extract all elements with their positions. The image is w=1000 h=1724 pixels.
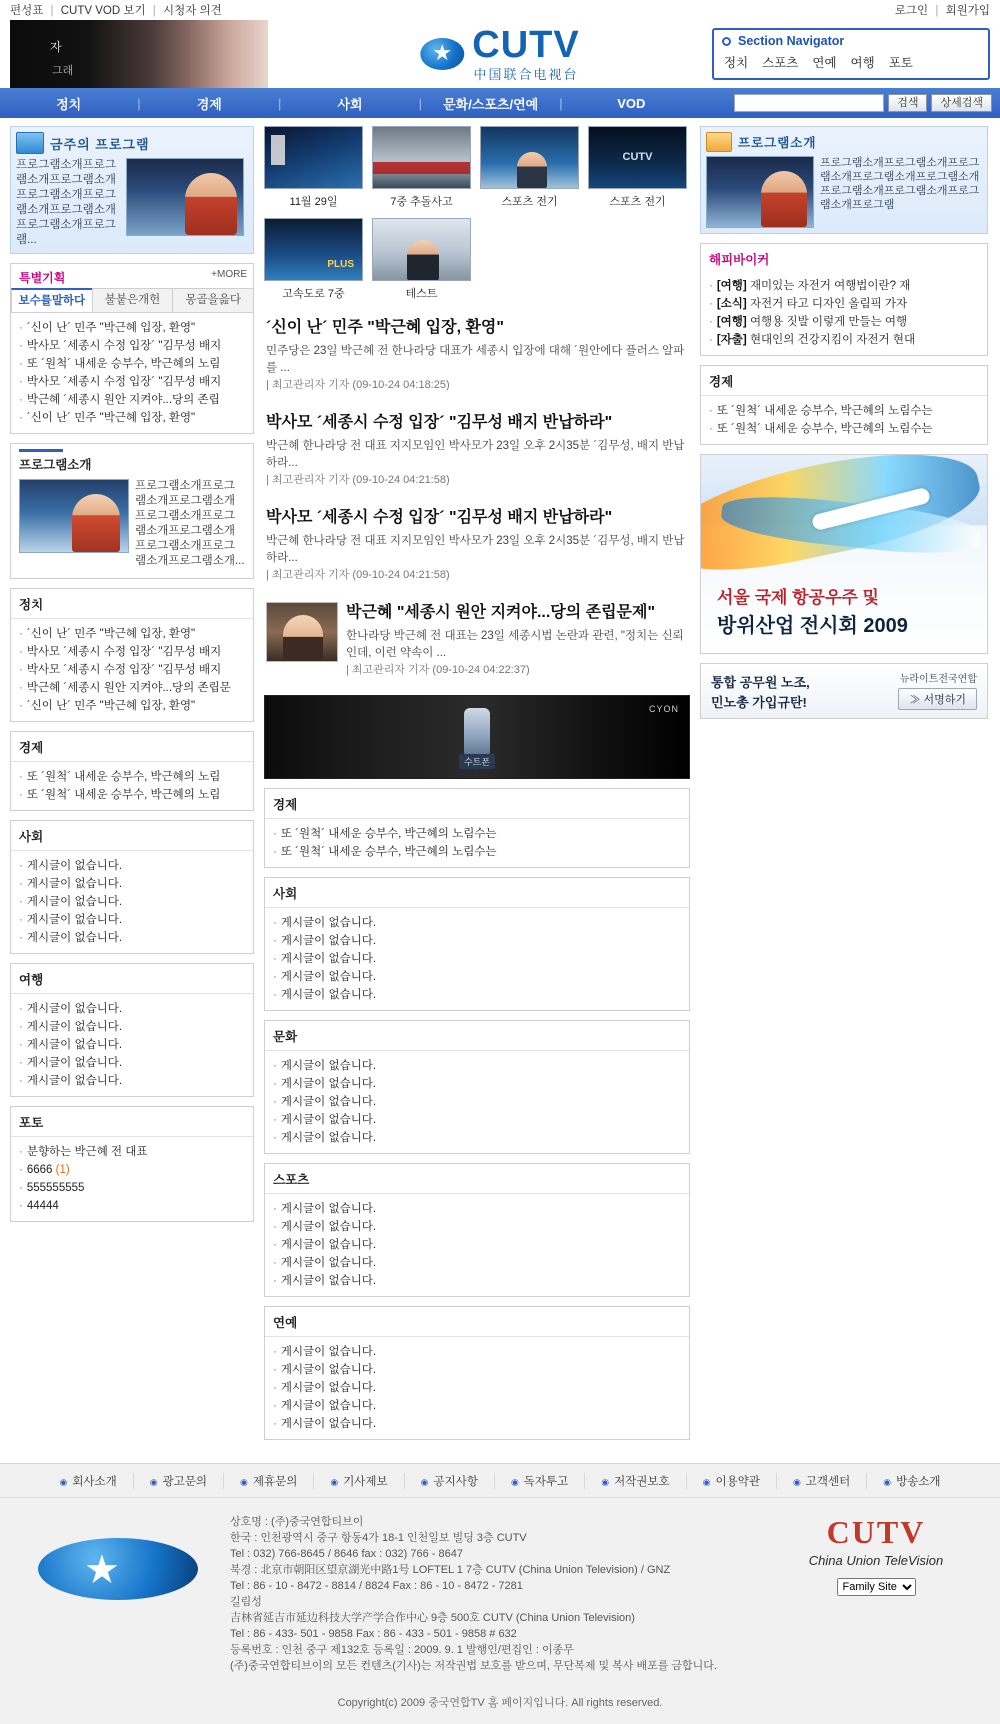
copyright-text: Copyright(c) 2009 중국연합TV 홈 페이지입니다. All rights reserved. <box>337 1697 663 1709</box>
footer-link-about[interactable]: ◉ 회사소개 <box>43 1473 132 1489</box>
section-nav-entertainment[interactable]: 연예 <box>812 56 837 70</box>
ad-line-1: 서울 국제 항공우주 및 <box>717 588 879 607</box>
logo-main-text: CUTV <box>472 23 580 66</box>
list-item[interactable]: · 게시글이 없습니다. <box>273 1415 681 1433</box>
left-section-economy <box>10 731 254 811</box>
item-tag: [여행] <box>716 316 747 328</box>
section-navigator-title-text: Section Navigator <box>738 34 845 48</box>
video-item[interactable] <box>264 126 363 209</box>
news-thumbnail[interactable] <box>266 602 338 662</box>
comment-count: (1) <box>55 1164 70 1176</box>
program-intro-promo-title-row <box>706 132 982 152</box>
divider: | <box>137 95 141 111</box>
footer-info-line: 북경 : 北京市朝阳区望京湖光中路1号 LOFTEL 1 7층 CUTV (China Union Television) / GNZ <box>230 1564 671 1576</box>
program-intro-header <box>11 444 253 473</box>
footer-info-line: 한국 : 인천광역시 중구 항동4가 18-1 인천일보 빌딩 3층 CUTV <box>230 1532 527 1544</box>
list-item[interactable]: · 박사모 ´세종시 수정 입장´ "김무성 배지 <box>19 643 245 661</box>
list-item[interactable]: · 게시글이 없습니다. <box>19 857 245 875</box>
tab-constitution[interactable]: 불붙은개헌 <box>92 288 174 312</box>
list-item[interactable]: · 박사모 ´세종시 수정 입장´ "김무성 배지 <box>19 661 245 679</box>
divider: | <box>418 95 423 111</box>
family-site-select[interactable] <box>837 1578 916 1596</box>
list-item[interactable]: · 게시글이 없습니다. <box>273 1057 681 1075</box>
photo-list <box>11 1137 253 1221</box>
list-item[interactable]: · 게시글이 없습니다. <box>273 1218 681 1236</box>
login-link[interactable]: 로그인 <box>894 5 929 17</box>
list-item[interactable]: · 게시글이 없습니다. <box>273 1343 681 1361</box>
utility-bar-left <box>10 2 222 18</box>
list-item[interactable]: · 또 ´원척´ 내세운 승부수, 박근혜의 노림수는 <box>273 843 681 861</box>
special-feature-list <box>11 313 253 433</box>
ad-line-1: 통합 공무원 노조, <box>711 675 810 690</box>
site-logo[interactable] <box>420 23 580 83</box>
video-caption: 11월 29일 <box>289 196 338 208</box>
tab-conservatism[interactable]: 보수를말하다 <box>11 288 93 312</box>
news-headline[interactable]: ´신이 난´ 민주 "박근혜 입장, 환영" <box>266 319 504 336</box>
footer-link-broadcast-intro[interactable]: ◉ 방송소개 <box>866 1473 956 1489</box>
video-thumbnail[interactable] <box>480 126 579 189</box>
list-item[interactable]: · 게시글이 없습니다. <box>19 911 245 929</box>
utility-link-vod[interactable]: CUTV VOD 보기 <box>60 5 146 17</box>
center-section-economy <box>264 788 690 868</box>
left-section-society <box>10 820 254 954</box>
happy-biker-title: 해피바이커 <box>709 253 770 267</box>
list-item[interactable] <box>709 331 979 349</box>
list-item[interactable]: · 또 ´원척´ 내세운 승부수, 박근혜의 노림수는 <box>709 420 979 438</box>
video-thumbnail[interactable] <box>372 126 471 189</box>
weekly-program-body <box>16 158 248 248</box>
program-intro-box <box>10 443 254 579</box>
list-item[interactable] <box>19 1179 245 1197</box>
list-item[interactable]: · 게시글이 없습니다. <box>19 875 245 893</box>
section-navigator-title <box>722 34 980 48</box>
video-item[interactable] <box>588 126 687 209</box>
footer-brand-subtitle: China Union TeleVision <box>808 1553 944 1568</box>
left-column <box>10 126 254 1231</box>
news-article[interactable] <box>264 309 690 404</box>
nav-item-society[interactable]: 사회 <box>337 96 363 112</box>
item-tag: [여행] <box>716 280 747 292</box>
list-item[interactable]: · 게시글이 없습니다. <box>19 929 245 947</box>
header-banner-photo <box>10 20 268 88</box>
list-item[interactable]: · 게시글이 없습니다. <box>273 986 681 1004</box>
tab-mongolia[interactable]: 몽골을읊다 <box>172 288 254 312</box>
list-item[interactable]: · 게시글이 없습니다. <box>273 1397 681 1415</box>
video-caption: 고속도로 7중 <box>282 288 345 300</box>
list-item[interactable]: · 게시글이 없습니다. <box>273 1236 681 1254</box>
photo-item-text: 6666 <box>26 1164 53 1176</box>
news-summary: 박근혜 한나라당 전 대표 지지모임인 박사모가 23일 오후 2시35분 ´김무성, 배지 반납하라... <box>266 440 685 469</box>
video-caption: 스포츠 전기 <box>501 196 558 208</box>
list-item[interactable] <box>709 313 979 331</box>
divider: | <box>50 5 54 17</box>
site-footer <box>0 1463 1000 1724</box>
program-intro-promo-thumbnail[interactable] <box>706 156 814 228</box>
aerospace-expo-ad[interactable] <box>700 454 988 654</box>
list-item[interactable]: · 게시글이 없습니다. <box>273 1111 681 1129</box>
list-item[interactable]: · ´신이 난´ 민주 "박근혜 입장, 환영" <box>19 319 245 337</box>
section-nav-sports[interactable]: 스포츠 <box>762 56 799 70</box>
list-item[interactable]: · 게시글이 없습니다. <box>273 1272 681 1290</box>
footer-logo <box>24 1514 214 1614</box>
item-tag: [자출] <box>716 334 747 346</box>
right-section-economy <box>700 365 988 445</box>
section-nav-politics[interactable]: 정치 <box>724 56 749 70</box>
list-item[interactable]: · 또 ´원척´ 내세운 승부수, 박근혜의 노림 <box>19 786 245 804</box>
utility-bar-right <box>895 2 990 18</box>
list-item[interactable]: · 게시글이 없습니다. <box>273 1075 681 1093</box>
news-headline[interactable]: 박사모 ´세종시 수정 입장´ "김무성 배지 반납하라" <box>266 509 613 526</box>
section-title: 문화 <box>265 1021 689 1051</box>
left-section-photo <box>10 1106 254 1222</box>
program-intro-title: 프로그램소개 <box>19 458 92 472</box>
news-article[interactable] <box>264 404 690 499</box>
video-item[interactable] <box>372 126 471 209</box>
news-article[interactable] <box>264 594 690 689</box>
footer-link-customer-center[interactable]: ◉ 고객센터 <box>776 1473 866 1489</box>
section-title: 경제 <box>11 732 253 762</box>
divider: | <box>277 95 282 111</box>
list-item[interactable]: · 게시글이 없습니다. <box>273 1379 681 1397</box>
video-item[interactable] <box>480 126 579 209</box>
nav-item-economy[interactable]: 경제 <box>196 96 222 112</box>
section-list <box>265 819 689 867</box>
section-list <box>265 1051 689 1153</box>
list-item[interactable]: · 게시글이 없습니다. <box>273 1254 681 1272</box>
section-list <box>265 908 689 1010</box>
list-item[interactable]: · 박사모 ´세종시 수정 입장´ "김무성 배지 <box>19 337 245 355</box>
section-navigator-items <box>722 53 980 71</box>
section-list <box>11 762 253 810</box>
section-title: 정치 <box>11 589 253 619</box>
weekly-program-title-row <box>16 132 248 154</box>
section-title: 사회 <box>265 878 689 908</box>
list-item[interactable]: · 게시글이 없습니다. <box>273 1129 681 1147</box>
tv-icon <box>16 132 44 154</box>
utility-link-feedback[interactable]: 시청자 의견 <box>162 5 222 17</box>
section-title: 경제 <box>701 366 987 396</box>
list-item[interactable]: · ´신이 난´ 민주 "박근혜 입장, 환영" <box>19 697 245 715</box>
left-section-travel <box>10 963 254 1097</box>
list-item[interactable]: · 또 ´원척´ 내세운 승부수, 박근혜의 노림 <box>19 768 245 786</box>
footer-link-terms[interactable]: ◉ 이용약관 <box>686 1473 776 1489</box>
nav-item-culture-sports-entertainment[interactable]: 문화/스포츠/연예 <box>443 96 539 112</box>
program-intro-thumbnail[interactable] <box>19 479 129 553</box>
star-logo-icon: ★ <box>84 1548 120 1592</box>
divider: | <box>152 5 156 17</box>
ad-line-2: 방위산업 전시회 2009 <box>717 615 908 637</box>
list-item[interactable]: · 또 ´원척´ 내세운 승부수, 박근혜의 노림수는 <box>273 825 681 843</box>
circle-icon <box>722 37 731 46</box>
page-body <box>0 118 1000 1449</box>
list-item[interactable]: · 게시글이 없습니다. <box>19 1054 245 1072</box>
section-list <box>701 396 987 444</box>
list-item[interactable] <box>709 277 979 295</box>
footer-link-copyright-protection[interactable]: ◉ 저작권보호 <box>584 1473 685 1489</box>
section-list <box>11 994 253 1096</box>
center-section-culture <box>264 1020 690 1154</box>
footer-info-line: Tel : 032) 766-8645 / 8646 fax : 032) 766 - 8647 <box>230 1548 463 1560</box>
section-list <box>11 851 253 953</box>
photo-item-text: 44444 <box>26 1200 59 1212</box>
program-intro-promo[interactable] <box>700 126 988 234</box>
item-text: 현대인의 건강지킴이 자전거 현대 <box>749 334 916 346</box>
weekly-program-text: 프로그램소개프로그램소개프로그램소개프로그램소개프로그램소개프로그램소개프로그램소개프로그램... <box>16 159 116 246</box>
list-item[interactable]: · 게시글이 없습니다. <box>19 893 245 911</box>
left-section-politics <box>10 588 254 722</box>
list-item[interactable] <box>709 295 979 313</box>
main-nav-items <box>0 94 700 113</box>
weekly-program-promo[interactable] <box>10 126 254 254</box>
main-navigation <box>0 88 1000 118</box>
news-summary: 민주당은 23일 박근혜 전 한나라당 대표가 세종시 입장에 대해 ´원안에다 플러스 알파를 ... <box>266 345 685 374</box>
happy-biker-box <box>700 243 988 356</box>
list-item[interactable]: · 또 ´원척´ 내세운 승부수, 박근혜의 노림수는 <box>709 402 979 420</box>
list-item[interactable]: · 박근혜 ´세종시 원안 지켜야...당의 존립문 <box>19 679 245 697</box>
product-image <box>464 708 490 756</box>
center-section-society <box>264 877 690 1011</box>
news-meta: | 최고관리자 기자 (09-10-24 04:21:58) <box>266 569 450 581</box>
footer-company-info <box>230 1514 760 1674</box>
footer-body <box>0 1498 1000 1694</box>
video-item[interactable] <box>372 218 471 301</box>
video-thumbnail-grid <box>264 126 690 301</box>
program-intro-promo-body <box>706 156 982 228</box>
happy-biker-list <box>701 271 987 355</box>
divider: | <box>935 5 939 17</box>
list-item[interactable]: · 게시글이 없습니다. <box>19 1000 245 1018</box>
photo-item-text: 분향하는 박근혜 전 대표 <box>26 1146 148 1158</box>
logo-text <box>472 23 580 83</box>
list-item[interactable] <box>19 1197 245 1215</box>
list-item[interactable]: · 게시글이 없습니다. <box>273 1200 681 1218</box>
list-item[interactable]: · ´신이 난´ 민주 "박근혜 입장, 환영" <box>19 409 245 427</box>
news-summary: 박근혜 한나라당 전 대표 지지모임인 박사모가 23일 오후 2시35분 ´김무성, 배지 반납하라... <box>266 535 685 564</box>
section-list <box>265 1194 689 1296</box>
video-caption: 스포츠 전기 <box>609 196 666 208</box>
photo-item-text: 555555555 <box>26 1182 85 1194</box>
center-ad-banner[interactable] <box>264 695 690 779</box>
section-title: 경제 <box>265 789 689 819</box>
video-caption: 테스트 <box>405 288 438 300</box>
advanced-search-button[interactable]: 상세검색 <box>931 94 992 112</box>
section-navigator <box>712 28 990 80</box>
logo-sub-text: 中国联合电视台 <box>473 66 579 82</box>
search-input[interactable] <box>734 94 884 112</box>
list-item[interactable] <box>19 1143 245 1161</box>
section-title: 사회 <box>11 821 253 851</box>
news-meta: | 최고관리자 기자 (09-10-24 04:21:58) <box>266 474 450 486</box>
list-item[interactable]: · 게시글이 없습니다. <box>19 1036 245 1054</box>
ad-organization: 뉴라이트전국연합 <box>899 674 977 685</box>
center-section-sports <box>264 1163 690 1297</box>
accent-bar <box>19 449 63 452</box>
program-intro-text: 프로그램소개프로그램소개프로그램소개프로그램소개프로그램소개프로그램소개프로그램소개프로그램소개프로그램소개... <box>135 480 245 567</box>
footer-link-reader-submission[interactable]: ◉ 독자투고 <box>494 1473 584 1489</box>
news-headline[interactable]: 박사모 ´세종시 수정 입장´ "김무성 배지 반납하라" <box>266 414 613 431</box>
video-caption: 7중 추돌사고 <box>390 196 453 208</box>
section-title: 스포츠 <box>265 1164 689 1194</box>
item-text: 자전거 타고 디자인 올림픽 가자 <box>749 298 908 310</box>
list-item[interactable]: · 게시글이 없습니다. <box>273 1361 681 1379</box>
news-article[interactable] <box>264 499 690 594</box>
footer-link-partnership[interactable]: ◉ 제휴문의 <box>223 1473 313 1489</box>
footer-info-line: Tel : 86 - 10 - 8472 - 8814 / 8824 Fax : 86 - 10 - 8472 - 7281 <box>230 1580 523 1592</box>
footer-navigation <box>0 1464 1000 1498</box>
product-label: 수트폰 <box>459 754 495 769</box>
film-icon <box>706 132 732 152</box>
search-button[interactable]: 검색 <box>888 94 927 112</box>
section-nav-travel[interactable]: 여행 <box>850 56 875 70</box>
program-intro-promo-text: 프로그램소개프로그램소개프로그램소개프로그램소개프로그램소개프로그램소개프로그램소개프로그램소개프로그램 <box>820 157 980 211</box>
footer-link-advertising[interactable]: ◉ 광고문의 <box>133 1473 223 1489</box>
special-feature-box <box>10 263 254 434</box>
utility-bar <box>0 0 1000 20</box>
search-area <box>734 94 992 112</box>
section-nav-photo[interactable]: 포토 <box>888 56 913 70</box>
header-banner-caption-1: 자 <box>50 40 62 54</box>
list-item[interactable]: · 게시글이 없습니다. <box>273 968 681 986</box>
section-list <box>11 619 253 721</box>
center-section-entertainment <box>264 1306 690 1440</box>
section-title: 연예 <box>265 1307 689 1337</box>
item-text: 재미있는 자전거 여행법이란? 재 <box>749 280 911 292</box>
signup-link[interactable]: 회원가입 <box>945 5 990 17</box>
list-item[interactable]: · 게시글이 없습니다. <box>273 932 681 950</box>
list-item[interactable]: · 게시글이 없습니다. <box>19 1018 245 1036</box>
video-thumbnail[interactable] <box>264 126 363 189</box>
news-summary: 한나라당 박근혜 전 대표는 23일 세종시법 논란과 관련, "정치는 신뢰인데, 이런 약속이 ... <box>346 630 684 659</box>
news-meta: | 최고관리자 기자 (09-10-24 04:18:25) <box>266 379 450 391</box>
more-link[interactable]: +MORE <box>211 269 247 280</box>
footer-info-line: 길림성 <box>230 1596 262 1608</box>
weekly-program-thumbnail[interactable] <box>126 158 244 236</box>
divider: | <box>559 95 563 111</box>
utility-link-schedule[interactable]: 편성표 <box>10 5 44 17</box>
weekly-program-title: 금주의 프로그램 <box>50 136 150 152</box>
list-item[interactable]: · 박근혜 ´세종시 원안 지켜야...당의 존립 <box>19 391 245 409</box>
list-item[interactable]: · 게시글이 없습니다. <box>273 1093 681 1111</box>
list-item[interactable]: · 게시글이 없습니다. <box>273 914 681 932</box>
list-item[interactable]: · 박사모 ´세종시 수정 입장´ "김무성 배지 <box>19 373 245 391</box>
center-column <box>264 126 690 1449</box>
news-article-text <box>346 602 688 679</box>
video-item[interactable] <box>264 218 363 301</box>
section-title: 포토 <box>11 1107 253 1137</box>
section-list <box>265 1337 689 1439</box>
footer-info-line: 吉林省延吉市延边科技大学产学合作中心 9층 500호 CUTV (China Union Television) <box>230 1612 635 1624</box>
list-item[interactable]: · 게시글이 없습니다. <box>273 950 681 968</box>
program-intro-promo-title: 프로그램소개 <box>738 136 817 150</box>
item-tag: [소식] <box>716 298 747 310</box>
ad-line-2: 민노총 가입규탄! <box>711 695 807 710</box>
list-item[interactable]: · 게시글이 없습니다. <box>19 1072 245 1090</box>
news-meta: | 최고관리자 기자 (09-10-24 04:22:37) <box>346 664 530 676</box>
list-item[interactable] <box>19 1161 245 1179</box>
nav-item-vod[interactable]: VOD <box>617 95 646 111</box>
footer-info-line: Tel : 86 - 433- 501 - 9858 Fax : 86 - 433 - 501 - 9858 # 632 <box>230 1628 517 1640</box>
sign-petition-button[interactable]: ≫ 서명하기 <box>898 688 977 710</box>
list-item[interactable]: · 또 ´원척´ 내세운 승부수, 박근혜의 노림 <box>19 355 245 373</box>
video-thumbnail[interactable] <box>372 218 471 281</box>
list-item[interactable]: · ´신이 난´ 민주 "박근혜 입장, 환영" <box>19 625 245 643</box>
header-banner-caption-2: 그래 <box>52 65 74 77</box>
footer-brand-area <box>776 1514 976 1596</box>
footer-info-line: 상호명 : (주)중국연합티브이 <box>230 1516 364 1528</box>
item-text: 여행용 짓발 이렇게 만들는 여행 <box>749 316 908 328</box>
nav-item-politics[interactable]: 정치 <box>56 96 82 112</box>
footer-info-line: 등록번호 : 인천 중구 제132호 등록일 : 2009. 9. 1 발행인/편집인 : 이종무 <box>230 1644 574 1656</box>
news-headline[interactable]: 박근혜 "세종시 원안 지켜야...당의 존립문제" <box>346 604 656 621</box>
special-feature-tabs <box>11 288 253 312</box>
program-intro-body <box>11 473 253 578</box>
footer-brand-name: CUTV <box>826 1514 926 1550</box>
footer-link-tipoff[interactable]: ◉ 기사제보 <box>313 1473 403 1489</box>
site-header <box>0 20 1000 88</box>
section-title: 여행 <box>11 964 253 994</box>
footer-link-notices[interactable]: ◉ 공지사항 <box>404 1473 494 1489</box>
video-thumbnail[interactable] <box>264 218 363 281</box>
star-logo-icon: ★ <box>420 32 464 76</box>
union-petition-ad[interactable] <box>700 663 988 719</box>
special-feature-kicker: 특별기획 <box>19 271 66 285</box>
special-feature-header <box>11 264 253 313</box>
brand-label: CYON <box>648 704 679 714</box>
footer-info-line: (주)중국연합티브이의 모든 컨텐츠(기사)는 저작권법 보호를 받으며, 무단복제 및 복사 배포를 금합니다. <box>230 1660 717 1672</box>
right-column <box>700 126 988 728</box>
video-thumbnail[interactable] <box>588 126 687 189</box>
